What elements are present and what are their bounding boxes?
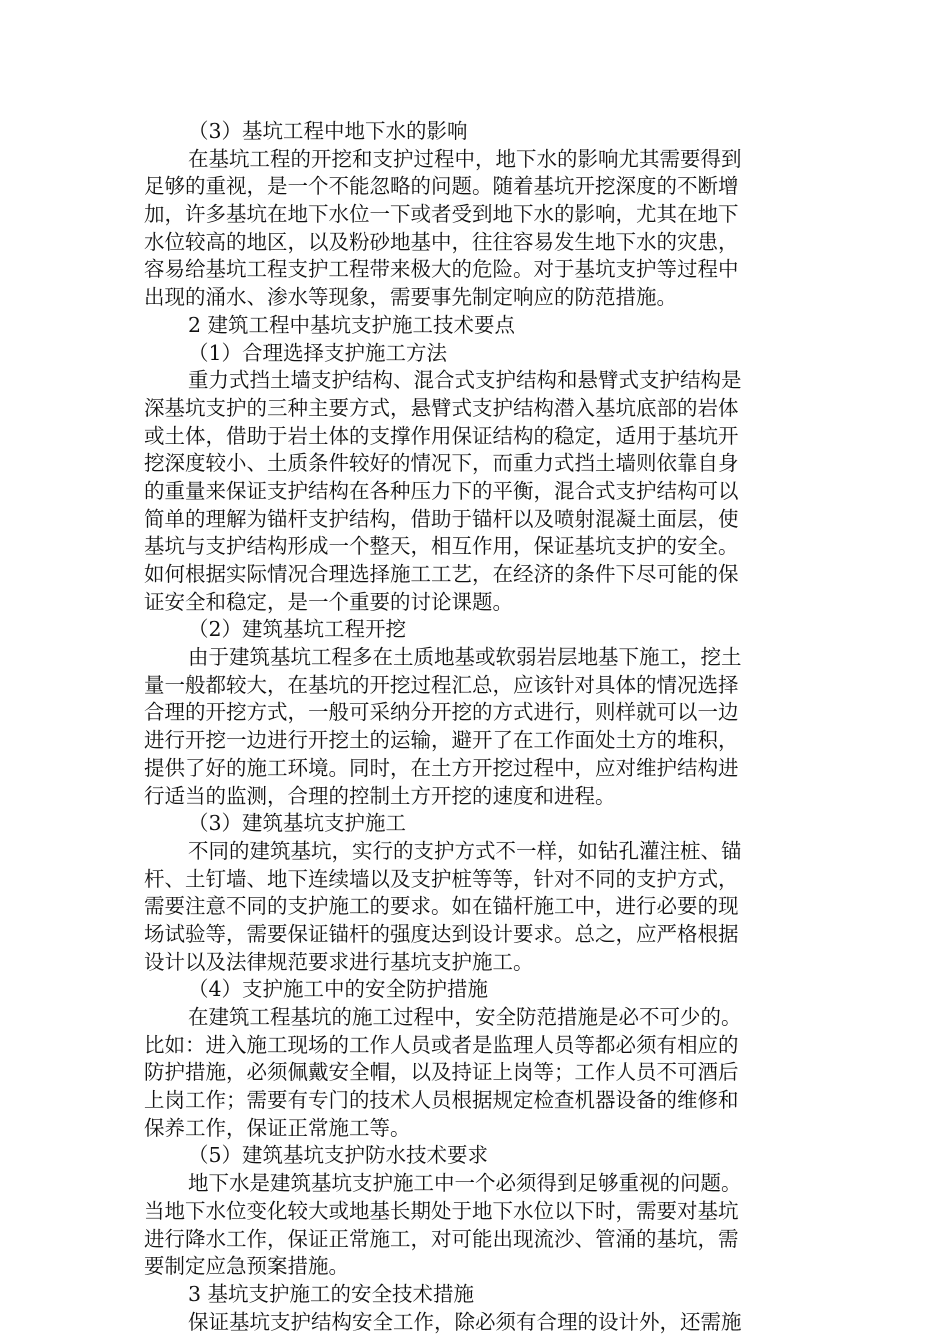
text-line: （2）建筑基坑工程开挖 — [188, 617, 407, 642]
text-line: 容易给基坑工程支护工程带来极大的危险。对于基坑支护等过程中 — [144, 257, 739, 282]
text-line: （1）合理选择支护施工方法 — [188, 340, 448, 365]
text-line: 提供了好的施工环境。同时，在土方开挖过程中，应对维护结构进 — [144, 755, 739, 780]
text-line: 要制定应急预案措施。 — [144, 1254, 349, 1279]
text-line: 行适当的监测，合理的控制土方开挖的速度和进程。 — [144, 783, 616, 808]
text-line: 需要注意不同的支护施工的要求。如在锚杆施工中，进行必要的现 — [144, 894, 739, 919]
text-line: 杆、土钉墙、地下连续墙以及支护桩等等，针对不同的支护方式， — [144, 866, 739, 891]
text-line: 上岗工作；需要有专门的技术人员根据规定检查机器设备的维修和 — [144, 1088, 739, 1113]
text-line: 深基坑支护的三种主要方式，悬臂式支护结构潜入基坑底部的岩体 — [144, 395, 739, 420]
text-line: （3）建筑基坑支护施工 — [188, 811, 407, 836]
text-line: 进行开挖一边进行开挖土的运输，避开了在工作面处土方的堆积， — [144, 728, 739, 753]
text-line: 基坑与支护结构形成一个整天，相互作用，保证基坑支护的安全。 — [144, 534, 739, 559]
text-line: 水位较高的地区，以及粉砂地基中，往往容易发生地下水的灾患， — [144, 229, 739, 254]
text-line: 进行降水工作，保证正常施工，对可能出现流沙、管涌的基坑，需 — [144, 1226, 739, 1251]
text-line: 设计以及法律规范要求进行基坑支护施工。 — [144, 949, 534, 974]
text-line: 由于建筑基坑工程多在土质地基或软弱岩层地基下施工，挖土 — [188, 645, 742, 670]
text-line: 在建筑工程基坑的施工过程中，安全防范措施是必不可少的。 — [188, 1005, 742, 1029]
text-line: 重力式挡土墙支护结构、混合式支护结构和悬臂式支护结构是 — [188, 368, 742, 393]
text-line: 证安全和稳定，是一个重要的讨论课题。 — [144, 589, 513, 614]
text-line: 足够的重视，是一个不能忽略的问题。随着基坑开挖深度的不断增 — [144, 174, 739, 199]
text-line: 防护措施，必须佩戴安全帽，以及持证上岗等；工作人员不可酒后 — [144, 1060, 739, 1085]
text-line: 地下水是建筑基坑支护施工中一个必须得到足够重视的问题。 — [188, 1171, 742, 1196]
text-line: 合理的开挖方式，一般可采纳分开挖的方式进行，则样就可以一边 — [144, 700, 739, 725]
text-line: 在基坑工程的开挖和支护过程中，地下水的影响尤其需要得到 — [188, 146, 742, 171]
text-line: 3 基坑支护施工的安全技术措施 — [188, 1281, 475, 1306]
text-line: 保证基坑支护结构安全工作，除必须有合理的设计外，还需施 — [188, 1309, 742, 1334]
text-line: 场试验等，需要保证锚杆的强度达到设计要求。总之，应严格根据 — [144, 921, 739, 946]
text-line: 不同的建筑基坑，实行的支护方式不一样，如钻孔灌注桩、锚 — [188, 838, 742, 863]
text-line: 2 建筑工程中基坑支护施工技术要点 — [188, 312, 516, 337]
text-line: 挖深度较小、土质条件较好的情况下，而重力式挡土墙则依靠自身 — [144, 451, 739, 476]
text-line: 出现的涌水、渗水等现象，需要事先制定响应的防范措施。 — [144, 285, 677, 310]
text-line: 的重量来保证支护结构在各种压力下的平衡，混合式支护结构可以 — [144, 478, 739, 503]
text-line: 量一般都较大，在基坑的开挖过程汇总，应该针对具体的情况选择 — [144, 672, 739, 697]
text-line: 简单的理解为锚杆支护结构，借助于锚杆以及喷射混凝土面层，使 — [144, 506, 739, 531]
text-line: 或土体，借助于岩土体的支撑作用保证结构的稳定，适用于基坑开 — [144, 423, 739, 448]
text-line: 当地下水位变化较大或地基长期处于地下水位以下时，需要对基坑 — [144, 1198, 739, 1223]
text-line: 比如：进入施工现场的工作人员或者是监理人员等都必须有相应的 — [144, 1032, 739, 1057]
text-line: 如何根据实际情况合理选择施工工艺，在经济的条件下尽可能的保 — [144, 562, 739, 586]
document-body — [144, 118, 796, 1336]
text-line: 加，许多基坑在地下水位一下或者受到地下水的影响，尤其在地下 — [144, 202, 739, 227]
text-line: （4）支护施工中的安全防护措施 — [188, 977, 489, 1002]
text-line: （5）建筑基坑支护防水技术要求 — [188, 1143, 489, 1168]
text-line: 保养工作，保证正常施工等。 — [144, 1115, 411, 1140]
text-line: （3）基坑工程中地下水的影响 — [188, 119, 468, 143]
